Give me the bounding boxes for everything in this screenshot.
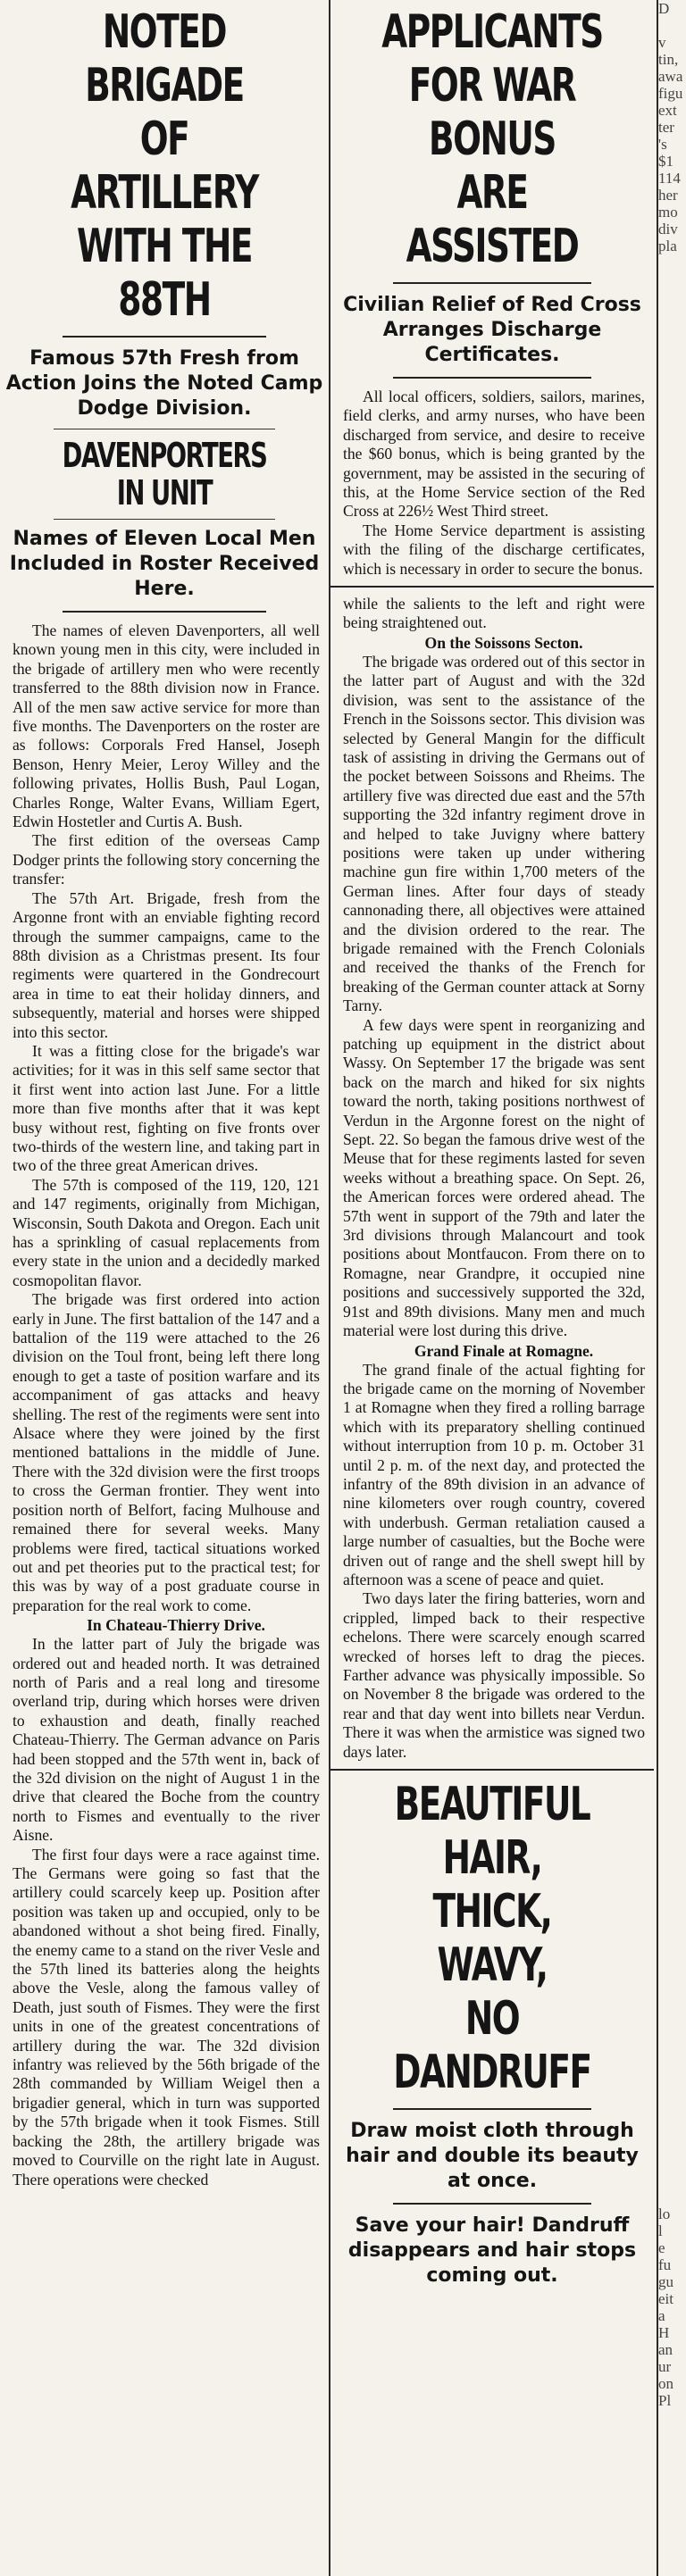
edge-fragment bbox=[658, 1646, 686, 1663]
edge-fragment bbox=[658, 492, 686, 509]
edge-fragment bbox=[658, 1069, 686, 1086]
edge-fragment bbox=[658, 1730, 686, 1747]
edge-fragment bbox=[658, 1205, 686, 1221]
edge-fragment bbox=[658, 2070, 686, 2087]
edge-fragment bbox=[658, 1459, 686, 1476]
edge-fragment bbox=[658, 746, 686, 763]
subhead: DAVENPORTERS IN UNIT bbox=[62, 436, 267, 513]
edge-fragment bbox=[658, 1934, 686, 1951]
edge-fragment bbox=[658, 2104, 686, 2121]
deck-1: Famous 57th Fresh from Action Joins the Noted Camp Dodge Division. bbox=[5, 347, 323, 420]
section-subhead: Grand Finale at Romagne. bbox=[414, 1341, 594, 1360]
edge-fragment bbox=[658, 1713, 686, 1730]
edge-fragment bbox=[658, 1663, 686, 1680]
edge-fragment: tin, bbox=[658, 51, 679, 68]
edge-fragment bbox=[658, 1018, 686, 1035]
divider bbox=[54, 519, 275, 520]
headline-line-1: APPLICANTS bbox=[381, 5, 603, 59]
edge-fragment: ext bbox=[658, 102, 677, 119]
edge-fragment bbox=[658, 1323, 686, 1340]
edge-fragment bbox=[658, 407, 686, 424]
edge-fragment bbox=[658, 1221, 686, 1238]
paragraph: The grand finale of the actual fighting for the brigade came on the morning of November 1 at Romagne when they fired a rolling barrage which with its preparatory shelling continued without interruption from 10 p. m. October 31 until 2 p. m. of the next day, and protected the infantry of the 89th division in an advance of nine kilometers over rough country, covered with underbush. German retaliation caused a large number of casualties, but the Boche were driven out of range and the shell swept hill by afternoon was a scene of peace and quiet. bbox=[343, 1360, 645, 1588]
edge-fragment: an bbox=[658, 2341, 673, 2358]
paragraph: It was a fitting close for the brigade's war activities; for it was in this self same sector that it first went into action last June. For a little more than five months after that it was kept busy without rest, fighting on five fronts over two-thirds of the western line, and taking part in two of the three great American drives. bbox=[13, 1041, 320, 1175]
edge-fragment bbox=[658, 882, 686, 899]
edge-fragment bbox=[658, 543, 686, 560]
divider bbox=[63, 611, 266, 613]
edge-fragment bbox=[658, 424, 686, 441]
edge-fragment bbox=[658, 1289, 686, 1306]
paragraph: The first four days were a race against time. The Germans were going so fast that the artillery could scarcely keep up. Position after position was taken up and occupied, only to be abandoned without a shot being fired. Finally, the enemy came to a stand on the river Vesle and the 57th lined its batteries along the heights above the Vesle, along the famous valley of Death, just south of Fismes. They were the first units in one of the greatest concentrations of artillery during the war. The 32d division infantry was relieved by the 56th brigade of the 28th commanded by William Weigel then a brigadier general, which in turn was supported by the 57th brigade when it took Fismes. Still backing the 28th, the artillery brigade was moved to Courville on the right late in August. There operations were checked bbox=[13, 1845, 320, 2188]
paragraph: Two days later the firing batteries, worn and crippled, limped back to their respective echelons. There were scarcely enough scarred wrecked of horses left to drag the pieces. Farther advance was physically impossible. So on November 8 the brigade was ordered to the rear and that day went into billets near Verdun. There it was when the armistice was signed two days later. bbox=[343, 1589, 645, 1761]
ad-deck-2: Save your hair! Dandruff disappears and hair stops coming out. bbox=[347, 2214, 637, 2288]
edge-fragment bbox=[658, 1340, 686, 1357]
edge-fragment bbox=[658, 2121, 686, 2138]
edge-fragment bbox=[658, 1493, 686, 1510]
edge-fragment bbox=[658, 611, 686, 628]
edge-fragment bbox=[658, 1052, 686, 1069]
edge-fragment: ur bbox=[658, 2358, 672, 2375]
edge-fragment bbox=[658, 679, 686, 696]
edge-fragment: 114 bbox=[658, 170, 681, 187]
edge-fragment bbox=[658, 848, 686, 865]
edge-fragment bbox=[658, 1188, 686, 1205]
ad-deck-1: Draw moist cloth through hair and double its beauty at once. bbox=[346, 2120, 639, 2193]
headline-line-2: OF ARTILLERY bbox=[71, 113, 258, 220]
edge-fragment bbox=[658, 729, 686, 746]
edge-fragment bbox=[658, 526, 686, 543]
edge-fragment: div bbox=[658, 221, 678, 238]
edge-fragment bbox=[658, 271, 686, 288]
edge-fragment bbox=[658, 1357, 686, 1374]
edge-fragment bbox=[658, 1154, 686, 1171]
deck-2: Names of Eleven Local Men Included in Roster Received Here. bbox=[9, 528, 320, 600]
edge-fragment: her bbox=[658, 187, 678, 204]
edge-fragment bbox=[658, 831, 686, 848]
headline-line-2: FOR WAR BONUS bbox=[408, 59, 576, 166]
edge-fragment bbox=[658, 17, 686, 34]
paragraph: The 57th is composed of the 119, 120, 121 and 147 regiments, originally from Michigan, Wisconsin, South Dakota and Oregon. Each unit has a sprinkling of casual replacements from every state in the union and a decidedly marked cosmopolitan flavor. bbox=[13, 1175, 320, 1289]
edge-fragment bbox=[658, 1442, 686, 1459]
edge-fragment bbox=[658, 1629, 686, 1646]
edge-fragment: lo bbox=[658, 2205, 671, 2222]
headline-line-3: ARE ASSISTED bbox=[406, 166, 579, 273]
edge-fragment bbox=[658, 1391, 686, 1408]
divider bbox=[393, 2203, 591, 2205]
edge-fragment bbox=[658, 1035, 686, 1052]
paragraph: The brigade was ordered out of this sector in the latter part of August and with the 32d division, was sent to the assistance of the French in the Soissons sector. This division was selected by General Mangin for the difficult task of assisting in driving the Germans out of the pocket between Soissons and Rheims. The artillery five was directed due east and the 57th supporting the 32d infantry regiment drove in and helped to take Juvigny where battery positions were taken up under withering machine gun fire within 1,700 meters of the German lines. After four days of steady cannonading there, all objectives were attained and the division ordered to the rear. The brigade remained with the French Colonials and received the thanks of the French for breaking of the German counter attack at Sorny Tarny. bbox=[343, 652, 645, 1015]
edge-fragment bbox=[658, 322, 686, 339]
edge-fragment bbox=[658, 1951, 686, 1968]
edge-fragment bbox=[658, 1680, 686, 1696]
edge-fragment bbox=[658, 1883, 686, 1900]
edge-fragment bbox=[658, 2036, 686, 2053]
edge-fragment bbox=[658, 865, 686, 882]
edge-fragment bbox=[658, 356, 686, 373]
paragraph: The names of eleven Davenporters, all well known young men in this city, were included in the brigade of artillery men who were recently transferred to the 88th division now in France. All of the men saw active service for more than five months. The Davenporters on the roster are as follows: Corporals Fred Hansel, Joseph Benson, Henry Meier, Leroy Willey and the following privates, Hollis Bush, Paul Logan, Charles Ronge, Walter Evans, William Egert, Edwin Hostetler and Curtis A. Bush. bbox=[13, 621, 320, 831]
edge-fragment: pla bbox=[658, 238, 677, 254]
edge-fragment bbox=[658, 1696, 686, 1713]
edge-fragment bbox=[658, 1272, 686, 1289]
edge-fragment bbox=[658, 1476, 686, 1493]
edge-fragment bbox=[658, 2188, 686, 2205]
edge-fragment bbox=[658, 1798, 686, 1815]
deck: Civilian Relief of Red Cross Arranges Discharge Certificates. bbox=[343, 294, 641, 366]
edge-fragment bbox=[658, 662, 686, 679]
edge-fragment bbox=[658, 1374, 686, 1391]
edge-fragment bbox=[658, 916, 686, 933]
edge-fragment bbox=[658, 577, 686, 594]
divider bbox=[330, 586, 654, 588]
edge-fragment: awa bbox=[658, 68, 683, 85]
paragraph: All local officers, soldiers, sailors, marines, field clerks, and army nurses, who have been discharged from service, and desire to receive the $60 bonus, which is being granted by the government, may be assisted in the securing of this, at the Home Service section of the Red Cross at 226½ West Third street. bbox=[343, 388, 645, 521]
edge-fragment bbox=[658, 305, 686, 322]
hair-ad bbox=[330, 1778, 654, 2288]
edge-fragment bbox=[658, 814, 686, 831]
edge-fragment bbox=[658, 1001, 686, 1018]
edge-fragment bbox=[658, 475, 686, 492]
brigade-continuation bbox=[343, 595, 645, 1762]
article-body bbox=[13, 621, 320, 2189]
edge-fragment bbox=[658, 2138, 686, 2155]
edge-fragment bbox=[658, 2172, 686, 2188]
edge-fragment: on bbox=[658, 2375, 673, 2392]
edge-fragment: ter bbox=[658, 119, 674, 136]
adjacent-column-fragment bbox=[658, 0, 686, 2576]
paragraph: The Home Service department is assisting with the filing of the discharge certificates, which is necessary in order to secure the bonus. bbox=[343, 521, 645, 578]
paragraph: while the salients to the left and right were being straightened out. bbox=[343, 595, 645, 632]
ad-headline-line-1: BEAUTIFUL HAIR, bbox=[394, 1778, 590, 1886]
edge-fragment bbox=[658, 645, 686, 662]
divider bbox=[393, 2108, 591, 2110]
edge-fragment: eit bbox=[658, 2290, 673, 2307]
edge-fragment: a bbox=[658, 2307, 665, 2324]
edge-fragment bbox=[658, 1527, 686, 1544]
edge-fragment bbox=[658, 1747, 686, 1764]
edge-fragment bbox=[658, 1595, 686, 1612]
headline-line-3: WITH THE 88TH bbox=[76, 220, 253, 327]
edge-fragment bbox=[658, 1900, 686, 1917]
section-subhead: In Chateau-Thierry Drive. bbox=[87, 1616, 265, 1635]
edge-fragment bbox=[658, 1612, 686, 1629]
edge-fragment bbox=[658, 967, 686, 984]
edge-fragment bbox=[658, 1425, 686, 1442]
edge-fragment bbox=[658, 594, 686, 611]
edge-fragment bbox=[658, 1917, 686, 1934]
edge-fragment bbox=[658, 1866, 686, 1883]
edge-fragment: mo bbox=[658, 204, 678, 221]
paragraph: The first edition of the overseas Camp Dodger prints the following story concerning the transfer: bbox=[13, 831, 320, 888]
edge-fragment bbox=[658, 509, 686, 526]
edge-fragment bbox=[658, 2087, 686, 2104]
edge-fragment: Pl bbox=[658, 2392, 672, 2409]
edge-fragment bbox=[658, 254, 686, 271]
edge-fragment bbox=[658, 1815, 686, 1832]
divider bbox=[63, 336, 266, 338]
edge-fragment: l bbox=[658, 2222, 663, 2239]
paragraph: A few days were spent in reorganizing and patching up equipment in the district about Wassy. On September 17 the brigade was sent back on the march and hiked for six nights toward the north, taking positions northwest of Verdun in the Argonne forest on the night of Sept. 22. So began the famous drive west of the Meuse that for these regiments lasted for seven weeks without a breathing space. On Sept. 26, the American forces were ordered ahead. The 57th went in support of the 79th and later the 3rd divisions through Malancourt and took positions about Montfaucon. From there on to Romagne, near Grandpre, it occupied nine positions and successively supported the 32d, 91st and 89th divisions. Many men and much material were lost during this drive. bbox=[343, 1015, 645, 1340]
edge-fragment bbox=[658, 1171, 686, 1188]
edge-fragment bbox=[658, 390, 686, 407]
edge-fragment bbox=[658, 458, 686, 475]
edge-fragment bbox=[658, 339, 686, 356]
edge-fragment bbox=[658, 2155, 686, 2172]
edge-fragment bbox=[658, 1832, 686, 1849]
edge-fragment: figu bbox=[658, 85, 683, 102]
edge-fragment bbox=[658, 2053, 686, 2070]
edge-fragment bbox=[658, 2019, 686, 2036]
edge-fragment bbox=[658, 1103, 686, 1120]
edge-fragment: $1 bbox=[658, 153, 673, 170]
bonus-article-body bbox=[343, 388, 645, 579]
edge-fragment: H bbox=[658, 2324, 670, 2341]
edge-fragment bbox=[658, 1985, 686, 2002]
edge-fragment bbox=[658, 1238, 686, 1255]
edge-fragment bbox=[658, 1120, 686, 1137]
edge-fragment bbox=[658, 1408, 686, 1425]
edge-fragment: gu bbox=[658, 2273, 673, 2290]
edge-fragment: e bbox=[658, 2239, 665, 2256]
divider bbox=[393, 377, 591, 379]
section-subhead: On the Soissons Secton. bbox=[424, 633, 583, 652]
edge-fragment bbox=[658, 373, 686, 390]
ad-headline-line-3: NO DANDRUFF bbox=[393, 1992, 591, 2100]
edge-fragment bbox=[658, 763, 686, 780]
edge-fragment: 's bbox=[658, 136, 667, 153]
edge-fragment: fu bbox=[658, 2256, 672, 2273]
edge-fragment bbox=[658, 984, 686, 1001]
edge-fragment: D bbox=[658, 0, 670, 17]
edge-fragment bbox=[658, 288, 686, 305]
edge-fragment bbox=[658, 1544, 686, 1561]
edge-fragment bbox=[658, 1086, 686, 1103]
edge-fragment bbox=[658, 713, 686, 729]
edge-fragment bbox=[658, 1306, 686, 1323]
paragraph: The brigade was first ordered into action early in June. The first battalion of the 147 and a battalion of the 119 were attached to the 26 division on the Toul front, being left there long enough to get a taste of position warfare and its accompaniment of gas attacks and heavy shelling. The rest of the regiments were sent into Alsace where they were joined by the first mentioned battalions in the middle of June. There with the 32d division were the first troops to cross the German frontier. They went into position north of Belfort, facing Mulhouse and remained there for several weeks. Many problems were fired, tactical situations worked out and pet theories put to the practical test; for this was by way of a post graduate course in preparation for the real work to come. bbox=[13, 1290, 320, 1614]
edge-fragment bbox=[658, 1781, 686, 1798]
edge-fragment bbox=[658, 780, 686, 797]
edge-fragment: v bbox=[658, 34, 666, 51]
headline-line-1: NOTED BRIGADE bbox=[85, 5, 244, 113]
edge-fragment bbox=[658, 1968, 686, 1985]
edge-fragment bbox=[658, 1510, 686, 1527]
edge-fragment bbox=[658, 950, 686, 967]
edge-fragment bbox=[658, 2002, 686, 2019]
edge-fragment bbox=[658, 1578, 686, 1595]
edge-fragment bbox=[658, 1137, 686, 1154]
edge-fragment bbox=[658, 1255, 686, 1272]
edge-fragment bbox=[658, 1849, 686, 1866]
edge-fragment bbox=[658, 933, 686, 950]
divider bbox=[330, 1769, 654, 1771]
edge-fragment bbox=[658, 797, 686, 814]
paragraph: The 57th Art. Brigade, fresh from the Argonne front with an enviable fighting record through the summer campaigns, came to the 88th division as a Christmas present. Its four regiments were quartered in the Gondrecourt area in time to eat their holiday dinners, and subsequently, material and horses were shipped into this sector. bbox=[13, 888, 320, 1041]
edge-fragment bbox=[658, 1561, 686, 1578]
edge-fragment bbox=[658, 899, 686, 916]
ad-headline-line-2: THICK, WAVY, bbox=[432, 1885, 552, 1993]
right-column bbox=[330, 0, 654, 2288]
edge-fragment bbox=[658, 560, 686, 577]
edge-fragment bbox=[658, 441, 686, 458]
left-column bbox=[0, 0, 329, 2189]
edge-fragment bbox=[658, 696, 686, 713]
divider bbox=[393, 282, 591, 284]
edge-fragment bbox=[658, 1764, 686, 1781]
paragraph: In the latter part of July the brigade was ordered out and headed north. It was detrained north of Paris and a real long and tiresome overland trip, during which horses were driven to exhaustion and death, finally reached Chateau-Thierry. The German advance on Paris had been stopped and the 57th went in, back of the 32d division on the night of August 1 in the drive that cleared the Boche from the country north to Fismes and eventually to the river Aisne. bbox=[13, 1635, 320, 1845]
edge-fragment bbox=[658, 628, 686, 645]
